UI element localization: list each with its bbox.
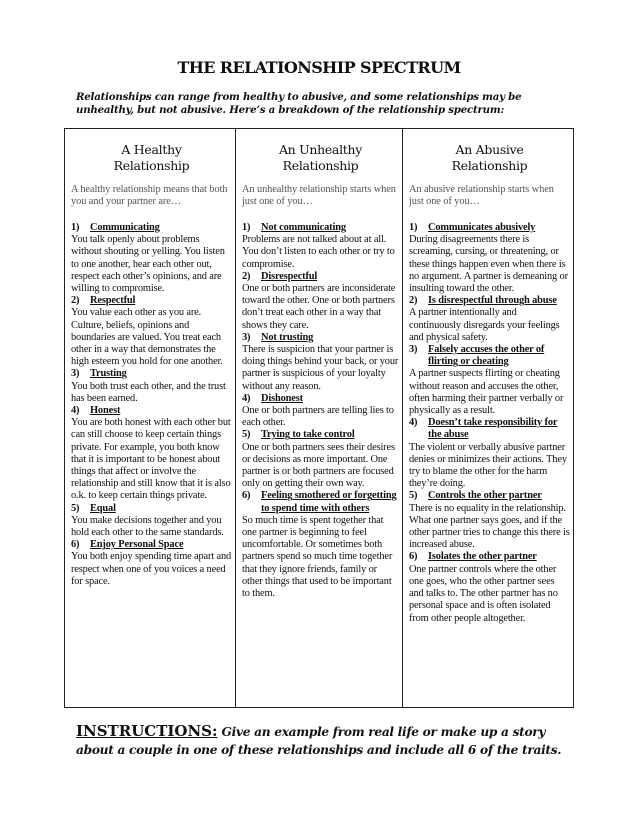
trait-heading xyxy=(242,393,399,405)
trait-number: 6) xyxy=(409,551,418,563)
trait-title: Communicates abusively xyxy=(428,222,536,233)
column-heading xyxy=(409,142,570,184)
trait-item xyxy=(409,295,570,344)
column-healthy xyxy=(65,129,235,707)
spectrum-table xyxy=(64,128,574,708)
trait-description: One or both partners are telling lies to each other. xyxy=(242,405,394,429)
trait-title: Doesn’t take responsibility for the abuse xyxy=(428,417,558,441)
trait-heading xyxy=(409,490,570,502)
trait-number: 2) xyxy=(242,270,251,282)
trait-title: Not trusting xyxy=(261,331,314,343)
column-heading-line: Relationship xyxy=(113,158,190,173)
trait-number: 6) xyxy=(71,539,80,551)
trait-title: Isolates the other partner xyxy=(428,551,537,563)
trait-title: Communicating xyxy=(90,222,160,233)
trait-description: So much time is spent together that one partner is beginning to feel uncomfortable. Or sometimes both partners spend so much time together that they ignore friends, family or other things that used to be important to them. xyxy=(242,514,393,600)
trait-description: There is suspicion that your partner is doing things behind your back, or your partner is suspicious of your loyalty without any reason. xyxy=(242,344,399,392)
trait-number: 1) xyxy=(242,222,251,233)
trait-item xyxy=(409,222,570,295)
trait-title: Is disrespectful through abuse xyxy=(428,295,557,307)
trait-heading xyxy=(71,295,232,307)
trait-number: 3) xyxy=(71,368,80,380)
trait-title: Equal xyxy=(90,502,116,514)
trait-heading xyxy=(71,368,232,380)
page-title: THE RELATIONSHIP SPECTRUM xyxy=(177,58,461,77)
trait-item xyxy=(409,490,570,551)
trait-title: Falsely accuses the other of flirting or cheating xyxy=(428,344,545,368)
trait-title: Respectful xyxy=(90,295,136,307)
trait-list xyxy=(242,222,399,600)
trait-item xyxy=(409,344,570,417)
trait-description: One or both partners are inconsiderate toward the other. One or both partners don’t treat each other in a way that shows they care. xyxy=(242,283,396,331)
trait-heading xyxy=(71,503,232,515)
trait-item xyxy=(71,539,232,588)
trait-heading xyxy=(409,222,570,234)
trait-heading xyxy=(71,405,232,417)
trait-title: Not communicating xyxy=(261,222,346,233)
column-intro: An unhealthy relationship starts when just one of you… xyxy=(242,184,396,208)
trait-title: Feeling smothered or forgetting to spend time with others xyxy=(261,490,397,514)
column-heading-line: A Healthy xyxy=(121,142,182,157)
trait-description: You talk openly about problems without shouting or yelling. You listen to one another, hear each other out, respect each other’s opinions, and are willing to compromise. xyxy=(71,234,225,295)
column-heading-line: Relationship xyxy=(282,158,359,173)
trait-heading xyxy=(71,222,232,234)
trait-description: A partner intentionally and continuously disregards your feelings and physical safety. xyxy=(409,307,560,343)
trait-item xyxy=(71,405,232,503)
trait-heading xyxy=(242,222,399,234)
trait-item xyxy=(242,490,399,600)
column-abusive xyxy=(402,129,573,707)
trait-item xyxy=(409,551,570,624)
trait-number: 3) xyxy=(242,331,251,343)
trait-heading xyxy=(242,332,399,344)
trait-item xyxy=(71,295,232,368)
trait-description: There is no equality in the relationship. What one partner says goes, and if the other partner tries to change this there is increased abuse. xyxy=(409,502,570,551)
trait-item xyxy=(242,222,399,271)
trait-heading xyxy=(242,429,399,441)
trait-description: Problems are not talked about at all. You don’t listen to each other or try to compromise. xyxy=(242,234,395,270)
column-intro: A healthy relationship means that both you and your partner are… xyxy=(71,184,228,208)
instructions-text: Give an example from real life or make up a story about a couple in one of these relationships and include all 6 of the traits. xyxy=(76,725,562,757)
trait-item xyxy=(242,271,399,332)
column-intro: An abusive relationship starts when just one of you… xyxy=(409,184,554,208)
trait-description: You make decisions together and you hold each other to the same standards. xyxy=(71,514,224,539)
trait-item xyxy=(242,393,399,430)
column-heading xyxy=(242,142,399,184)
trait-item xyxy=(71,368,232,405)
trait-number: 4) xyxy=(242,392,251,404)
trait-number: 5) xyxy=(409,490,418,502)
trait-heading xyxy=(242,271,399,283)
trait-heading xyxy=(409,295,570,307)
trait-number: 6) xyxy=(242,490,251,502)
trait-heading xyxy=(242,490,399,514)
trait-number: 3) xyxy=(409,344,418,356)
trait-description: A partner suspects flirting or cheating without reason and accuses the other, often harming their partner verbally or physically as a result. xyxy=(409,368,564,417)
trait-list xyxy=(409,222,570,625)
trait-number: 4) xyxy=(71,405,80,417)
trait-number: 5) xyxy=(71,502,80,514)
column-heading-line: An Unhealthy xyxy=(278,142,363,157)
column-heading-line: Relationship xyxy=(451,158,528,173)
trait-title: Trying to take control xyxy=(261,429,355,441)
trait-title: Honest xyxy=(90,405,121,417)
trait-number: 1) xyxy=(409,222,418,233)
trait-number: 1) xyxy=(71,222,80,233)
trait-description: One partner controls where the other one goes, who the other partner sees and talks to. The other partner has no personal space and is often isolated from other people altogether. xyxy=(409,563,558,624)
trait-title: Trusting xyxy=(90,368,127,380)
trait-description: You value each other as you are. Culture, beliefs, opinions and boundaries are valued. You treat each other in a way that demonstrates the high esteem you hold for one another. xyxy=(71,307,223,368)
trait-description: You both trust each other, and the trust has been earned. xyxy=(71,380,226,404)
instructions-label: INSTRUCTIONS: xyxy=(76,722,218,740)
column-unhealthy xyxy=(235,129,402,707)
trait-description: During disagreements there is screaming, cursing, or threatening, or these things happen even when there is no argument. A partner is demeaning or insulting toward the other. xyxy=(409,234,568,295)
trait-number: 2) xyxy=(71,295,80,307)
trait-number: 2) xyxy=(409,295,418,307)
trait-number: 5) xyxy=(242,429,251,441)
trait-item xyxy=(71,503,232,540)
trait-item xyxy=(242,429,399,490)
trait-heading xyxy=(71,539,232,551)
trait-description: You both enjoy spending time apart and respect when one of you voices a need for space. xyxy=(71,551,232,587)
trait-description: The violent or verbally abusive partner denies or minimizes their actions. They try to blame the other for the harm they’re doing. xyxy=(409,441,567,490)
instructions xyxy=(76,722,576,759)
trait-item xyxy=(409,417,570,490)
trait-heading xyxy=(409,551,570,563)
trait-title: Disrespectful xyxy=(261,270,318,282)
trait-item xyxy=(242,332,399,393)
trait-number: 4) xyxy=(409,417,418,429)
trait-title: Controls the other partner xyxy=(428,490,542,502)
trait-title: Enjoy Personal Space xyxy=(90,539,184,551)
trait-heading xyxy=(409,344,570,368)
column-heading xyxy=(71,142,232,184)
trait-item xyxy=(71,222,232,295)
trait-list xyxy=(71,222,232,588)
trait-description: One or both partners sees their desires or decisions as more important. One partner is or both partners are focused only on getting their own way. xyxy=(242,441,395,490)
column-heading-line: An Abusive xyxy=(455,142,524,157)
trait-description: You are both honest with each other but can still choose to keep certain things private. For example, you both know that it is important to be honest about things that affect or involve the relationship and still know that it is also o.k. to keep certain things private. xyxy=(71,417,231,502)
trait-title: Dishonest xyxy=(261,392,303,404)
trait-heading xyxy=(409,417,570,441)
intro-text: Relationships can range from healthy to abusive, and some relationships may be unhealthy, but not abusive. Here’s a breakdown of the relationship spectrum: xyxy=(76,91,522,116)
